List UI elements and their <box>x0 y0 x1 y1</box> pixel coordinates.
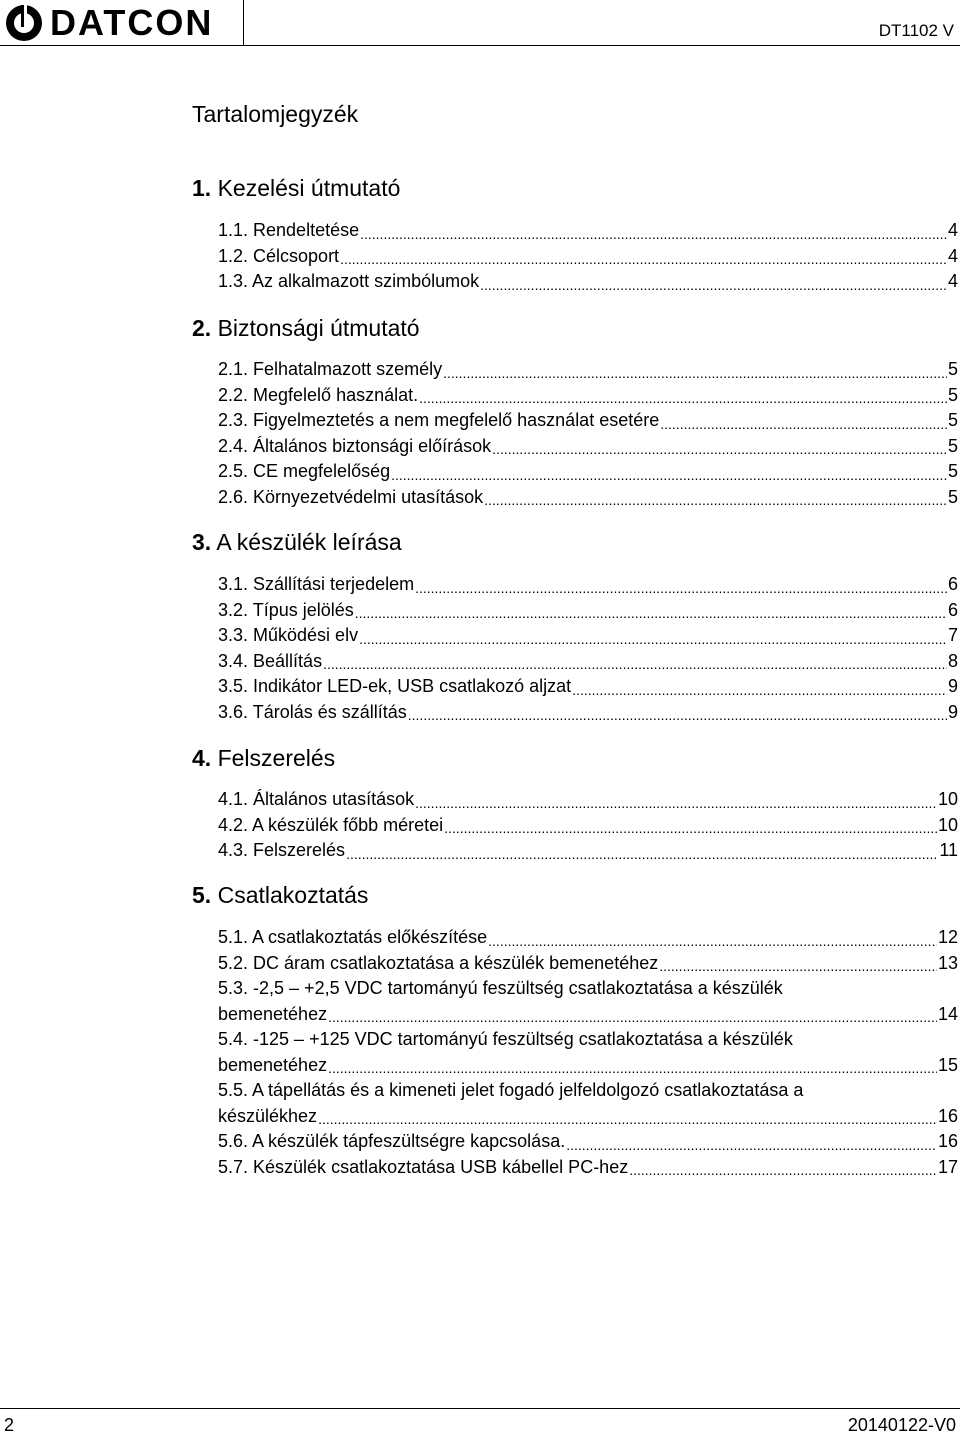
dot-leader <box>391 465 947 485</box>
toc-entry[interactable] <box>218 1104 958 1130</box>
dot-leader <box>484 490 947 510</box>
toc-entry-label: bemenetéhez <box>218 1054 328 1075</box>
toc-entry-label: 2.2. Megfelelő használat. <box>218 384 419 405</box>
dot-leader <box>328 1058 937 1078</box>
toc-entry-label: 4.3. Felszerelés <box>218 840 346 860</box>
toc-entry[interactable] <box>218 357 958 383</box>
dot-leader <box>659 956 937 976</box>
toc-entry[interactable] <box>218 1002 958 1028</box>
toc-entry-page: 5 <box>947 486 958 507</box>
revision-code: 20140122-V0 <box>847 1415 956 1435</box>
section-title: Biztonsági útmutató <box>217 315 420 341</box>
toc-entry-label: 5.1. A csatlakoztatás előkészítése <box>218 927 488 947</box>
toc-entry-page: 17 <box>937 1156 958 1177</box>
toc-entry-label: 2.4. Általános biztonsági előírások <box>218 435 492 456</box>
toc-entry-page: 6 <box>947 599 958 620</box>
logo-wordmark: DATCON <box>50 2 214 43</box>
toc-entry-page: 10 <box>937 789 958 809</box>
toc-entry-label: 4.1. Általános utasítások <box>218 789 415 809</box>
toc-entry-page: 13 <box>937 952 958 973</box>
toc-entry[interactable] <box>218 408 958 434</box>
toc-entry-page: 9 <box>947 676 958 696</box>
toc-entry[interactable] <box>218 787 958 813</box>
dot-leader <box>443 363 947 383</box>
toc-entry-label: 3.5. Indikátor LED-ek, USB csatlakozó aljzat <box>218 676 572 696</box>
toc-entry-label: 2.1. Felhatalmazott személy <box>218 359 443 379</box>
footer-rule <box>0 1408 960 1409</box>
toc-entry-page: 5 <box>947 435 958 456</box>
toc-entry-page: 5 <box>947 410 958 430</box>
toc-entry-label: 2.3. Figyelmeztetés a nem megfelelő használat esetére <box>218 410 660 430</box>
toc-entry[interactable] <box>218 572 958 598</box>
toc-entry-page: 15 <box>937 1054 958 1075</box>
toc-entry[interactable] <box>218 623 958 649</box>
toc-entry-label: 5.2. DC áram csatlakoztatása a készülék bemenetéhez <box>218 952 659 973</box>
section-heading[interactable] <box>192 528 402 556</box>
toc-entry-label: 2.6. Környezetvédelmi utasítások <box>218 486 484 507</box>
toc-entry[interactable] <box>218 598 958 624</box>
toc-entry-page: 12 <box>937 927 958 947</box>
toc-entry-page: 6 <box>947 574 958 594</box>
dot-leader <box>572 680 947 700</box>
dot-leader <box>408 705 947 725</box>
toc-entry[interactable] <box>218 218 958 244</box>
toc-entry-page: 4 <box>947 271 958 291</box>
section-number: 4. <box>192 745 212 771</box>
page-header <box>0 0 960 48</box>
company-logo <box>0 0 244 46</box>
dot-leader <box>359 629 947 649</box>
dot-leader <box>415 578 947 598</box>
toc-entry-label: 1.1. Rendeltetése <box>218 220 360 240</box>
toc-entry-first-line[interactable]: 5.5. A tápellátás és a kimeneti jelet fogadó jelfeldolgozó csatlakoztatása a <box>218 1080 804 1100</box>
dot-leader <box>415 793 937 813</box>
dot-leader <box>355 603 947 623</box>
toc-entry-page: 8 <box>947 650 958 671</box>
toc-entry-label: 4.2. A készülék főbb méretei <box>218 814 444 835</box>
dot-leader <box>323 654 947 674</box>
toc-entry-label: 5.7. Készülék csatlakoztatása USB kábellel PC-hez <box>218 1156 629 1177</box>
toc-entry-label: 1.2. Célcsoport <box>218 245 340 266</box>
dot-leader <box>492 439 947 459</box>
toc-entry-page: 5 <box>947 384 958 405</box>
toc-entry-label: 3.1. Szállítási terjedelem <box>218 574 415 594</box>
dot-leader <box>346 844 938 864</box>
toc-entry-list <box>218 572 958 725</box>
dot-leader <box>566 1135 937 1155</box>
toc-entry[interactable] <box>218 700 958 726</box>
toc-entry[interactable] <box>218 674 958 700</box>
toc-entry-page: 11 <box>939 840 958 860</box>
toc-entry-label: bemenetéhez <box>218 1003 328 1024</box>
datcon-logo-icon <box>4 3 44 43</box>
toc-entry-label: 3.3. Működési elv <box>218 625 359 645</box>
dot-leader <box>318 1109 937 1129</box>
section-heading[interactable] <box>192 314 420 342</box>
toc-entry[interactable] <box>218 459 958 485</box>
toc-entry-page: 16 <box>937 1105 958 1126</box>
dot-leader <box>419 388 947 408</box>
toc-entry-first-line[interactable]: 5.4. -125 – +125 VDC tartományú feszültség csatlakoztatása a készülék <box>218 1029 793 1049</box>
section-number: 2. <box>192 315 212 341</box>
dot-leader <box>480 275 947 295</box>
toc-entry[interactable] <box>218 485 958 511</box>
section-title: Kezelési útmutató <box>217 175 401 201</box>
toc-entry[interactable] <box>218 383 958 409</box>
dot-leader <box>660 414 947 434</box>
toc-entry[interactable] <box>218 269 958 295</box>
toc-entry[interactable] <box>218 649 958 675</box>
section-title: Csatlakoztatás <box>217 882 369 908</box>
dot-leader <box>444 818 937 838</box>
toc-entry-page: 4 <box>947 220 958 240</box>
toc-entry-page: 5 <box>947 461 958 481</box>
section-heading[interactable] <box>192 174 400 202</box>
toc-entry[interactable] <box>218 925 958 951</box>
section-heading[interactable] <box>192 881 368 909</box>
toc-entry-label: készülékhez <box>218 1105 318 1126</box>
toc-entry-page: 16 <box>937 1131 958 1151</box>
section-number: 1. <box>192 175 212 201</box>
toc-entry[interactable] <box>218 1053 958 1079</box>
toc-entry-label: 3.6. Tárolás és szállítás <box>218 701 407 722</box>
toc-entry-page: 4 <box>947 245 958 266</box>
dot-leader <box>340 249 947 269</box>
toc-entry-page: 14 <box>937 1003 958 1024</box>
toc-entry-label: 5.6. A készülék tápfeszültségre kapcsolása. <box>218 1131 566 1151</box>
toc-entry[interactable] <box>218 1155 958 1181</box>
dot-leader <box>488 931 937 951</box>
toc-entry-list <box>218 357 958 510</box>
section-title: Felszerelés <box>217 745 336 771</box>
toc-entry-label: 2.5. CE megfelelőség <box>218 461 391 481</box>
page-number: 2 <box>4 1415 15 1435</box>
toc-entry-list <box>218 925 958 1180</box>
toc-entry-page: 7 <box>947 625 958 645</box>
toc-entry[interactable] <box>218 838 958 864</box>
toc-entry[interactable] <box>218 813 958 839</box>
toc-entry-first-line[interactable]: 5.3. -2,5 – +2,5 VDC tartományú feszültség csatlakoztatása a készülék <box>218 978 783 998</box>
dot-leader <box>629 1160 937 1180</box>
toc-title: Tartalomjegyzék <box>192 101 359 127</box>
toc-entry-page: 5 <box>947 359 958 379</box>
toc-entry[interactable] <box>218 1129 958 1155</box>
section-number: 5. <box>192 882 212 908</box>
toc-entry-label: 3.2. Típus jelölés <box>218 599 354 620</box>
header-rule <box>244 45 960 46</box>
page-footer <box>0 1408 960 1436</box>
section-heading[interactable] <box>192 744 335 772</box>
toc-entry-page: 10 <box>937 814 958 835</box>
toc-entry-label: 3.4. Beállítás <box>218 650 323 671</box>
dot-leader <box>328 1007 937 1027</box>
toc-entry-list <box>218 218 958 295</box>
toc-entry[interactable] <box>218 244 958 270</box>
section-title: A készülék leírása <box>216 529 402 555</box>
toc-entry[interactable] <box>218 951 958 977</box>
dot-leader <box>360 224 947 244</box>
section-number: 3. <box>192 529 212 555</box>
document-code: DT1102 V <box>878 21 954 40</box>
toc-entry-page: 9 <box>947 701 958 722</box>
toc-entry[interactable] <box>218 434 958 460</box>
toc-entry-list <box>218 787 958 864</box>
toc-entry-label: 1.3. Az alkalmazott szimbólumok <box>218 271 480 291</box>
